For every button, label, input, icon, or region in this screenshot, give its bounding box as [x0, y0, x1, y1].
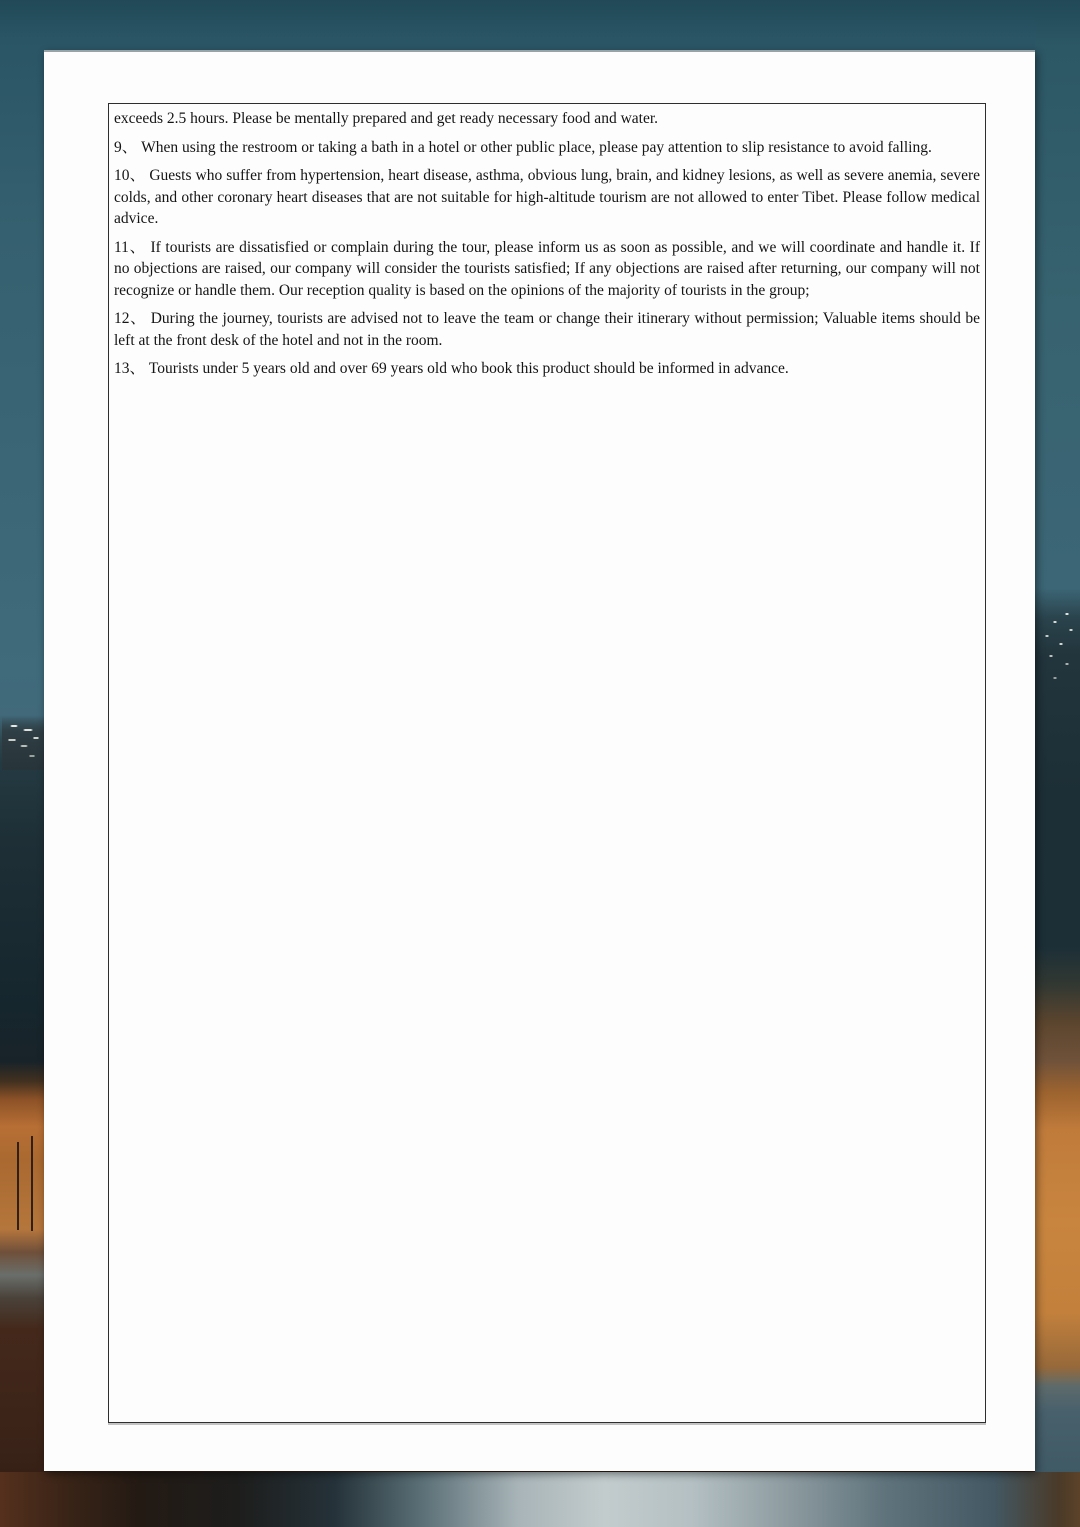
- fence-post: [17, 1142, 19, 1230]
- notice-text-box: [108, 103, 986, 1423]
- snow-ridge-left: [2, 716, 44, 770]
- snow-speckles-right: [1037, 606, 1079, 696]
- notice-item-9: 9、 When using the restroom or taking a bath in a hotel or other public place, please pay attention to slip resistance to avoid falling.: [114, 138, 932, 156]
- notice-item-11: 11、 If tourists are dissatisfied or complain during the tour, please inform us as soon as possible, and we will coordinate and handle it. If no objections are raised, our company will consider the tourists satisfied; If any objections are raised after returning, our company will not recognize or handle them. Our reception quality is based on the opinions of the majority of tourists in the group;: [114, 238, 980, 299]
- notice-item-13: 13、 Tourists under 5 years old and over 69 years old who book this product should be informed in advance.: [114, 360, 789, 377]
- background-photo-right-strip: [1035, 0, 1080, 1527]
- document-page: [44, 50, 1035, 1471]
- notice-item-12: 12、 During the journey, tourists are advised not to leave the team or change their itinerary without permission; Valuable items should be left at the front desk of the hotel and not in the room.: [114, 310, 980, 349]
- paragraph-continuation: exceeds 2.5 hours. Please be mentally prepared and get ready necessary food and water.: [114, 110, 659, 127]
- fence-post: [31, 1136, 33, 1231]
- lake-reflection-band: [0, 1472, 1080, 1527]
- notice-item-10: 10、 Guests who suffer from hypertension, heart disease, asthma, obvious lung, brain, and kidney lesions, as well as severe anemia, severe colds, and other coronary heart diseases that are not suitable for high-altitude tourism are not allowed to enter Tibet. Please follow medical advice.: [114, 167, 980, 227]
